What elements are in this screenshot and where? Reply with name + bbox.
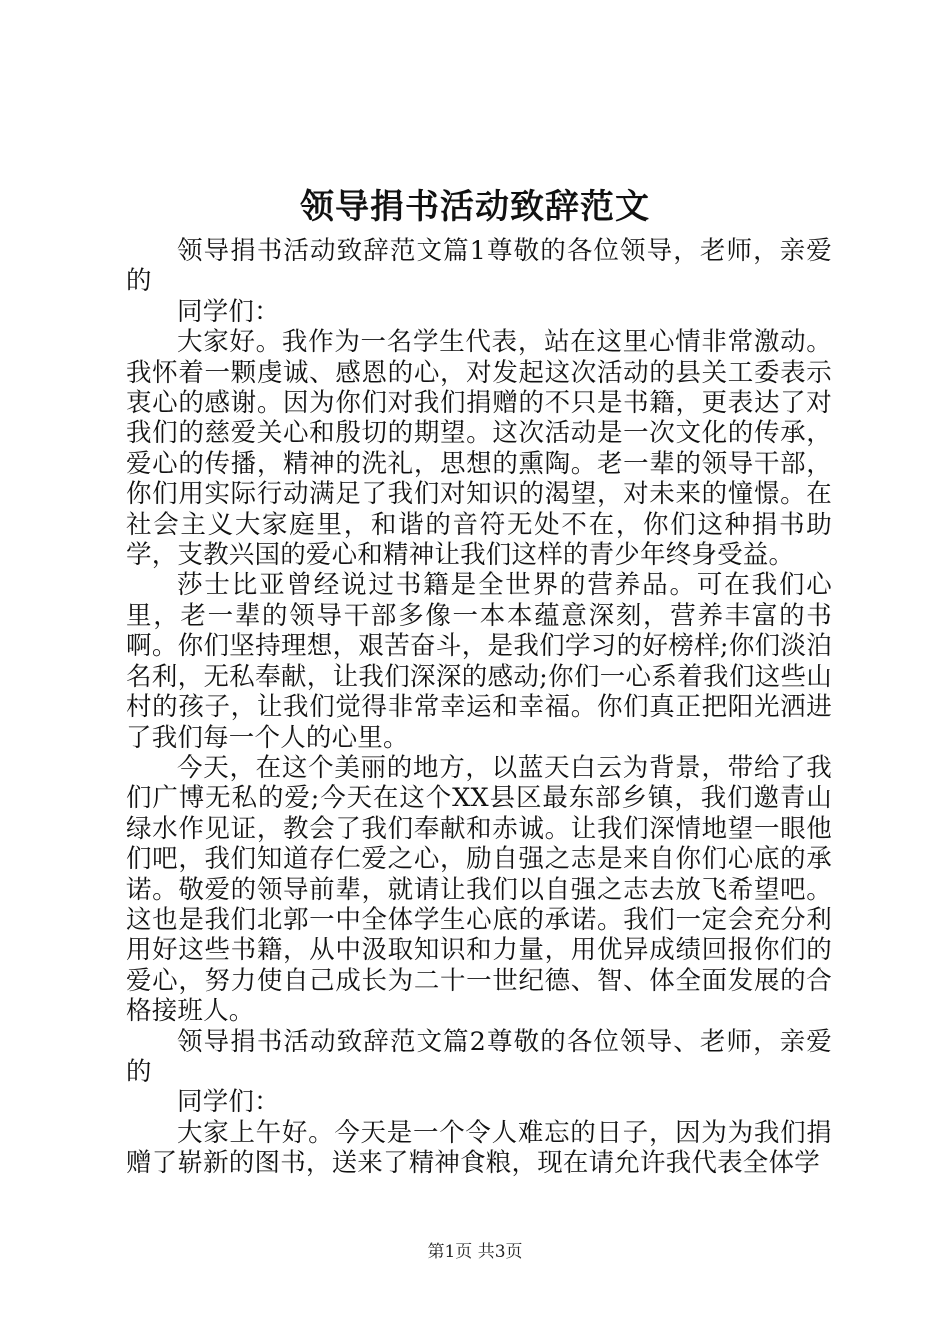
paragraph: 领导捐书活动致辞范文篇2尊敬的各位领导、老师，亲爱的 (126, 1026, 832, 1087)
document-title: 领导捐书活动致辞范文 (300, 187, 650, 227)
paragraph: 大家好。我作为一名学生代表，站在这里心情非常激动。我怀着一颗虔诚、感恩的心，对发起这次活动的县关工委表示衷心的感谢。因为你们对我们捐赠的不只是书籍，更表达了对我们的慈爱关心和殷切的期望。这次活动是一次文化的传承，爱心的传播，精神的洗礼，思想的熏陶。老一辈的领导干部，你们用实际行动满足了我们对知识的渴望，对未来的憧憬。在社会主义大家庭里，和谐的音符无处不在，你们这种捐书助学，支教兴国的爱心和精神让我们这样的青少年终身受益。 (126, 327, 832, 571)
paragraph: 大家上午好。今天是一个令人难忘的日子，因为为我们捐赠了崭新的图书，送来了精神食粮，现在请允许我代表全体学 (126, 1117, 832, 1179)
document-body (126, 236, 832, 1179)
paragraph: 同学们： (177, 296, 280, 327)
paragraph: 同学们： (177, 1087, 280, 1118)
page-footer: 第1页 共3页 (427, 1242, 523, 1262)
paragraph: 今天，在这个美丽的地方，以蓝天白云为背景，带给了我们广博无私的爱;今天在这个XX县区最东部乡镇，我们邀青山绿水作见证，教会了我们奉献和赤诚。让我们深情地望一眼他们吧，我们知道存仁爱之心，励自强之志是来自你们心底的承诺。敬爱的领导前辈，就请让我们以自强之志去放飞希望吧。这也是我们北郭一中全体学生心底的承诺。我们一定会充分利用好这些书籍，从中汲取知识和力量，用优异成绩回报你们的爱心，努力使自己成长为二十一世纪德、智、体全面发展的合格接班人。 (126, 752, 832, 1027)
paragraph: 莎士比亚曾经说过书籍是全世界的营养品。可在我们心里，老一辈的领导干部多像一本本蕴意深刻，营养丰富的书啊。你们坚持理想，艰苦奋斗，是我们学习的好榜样;你们淡泊名利，无私奉献，让我们深深的感动;你们一心系着我们这些山村的孩子，让我们觉得非常幸运和幸福。你们真正把阳光洒进了我们每一个人的心里。 (126, 570, 832, 753)
paragraph: 领导捐书活动致辞范文篇1尊敬的各位领导，老师，亲爱的 (126, 236, 832, 297)
